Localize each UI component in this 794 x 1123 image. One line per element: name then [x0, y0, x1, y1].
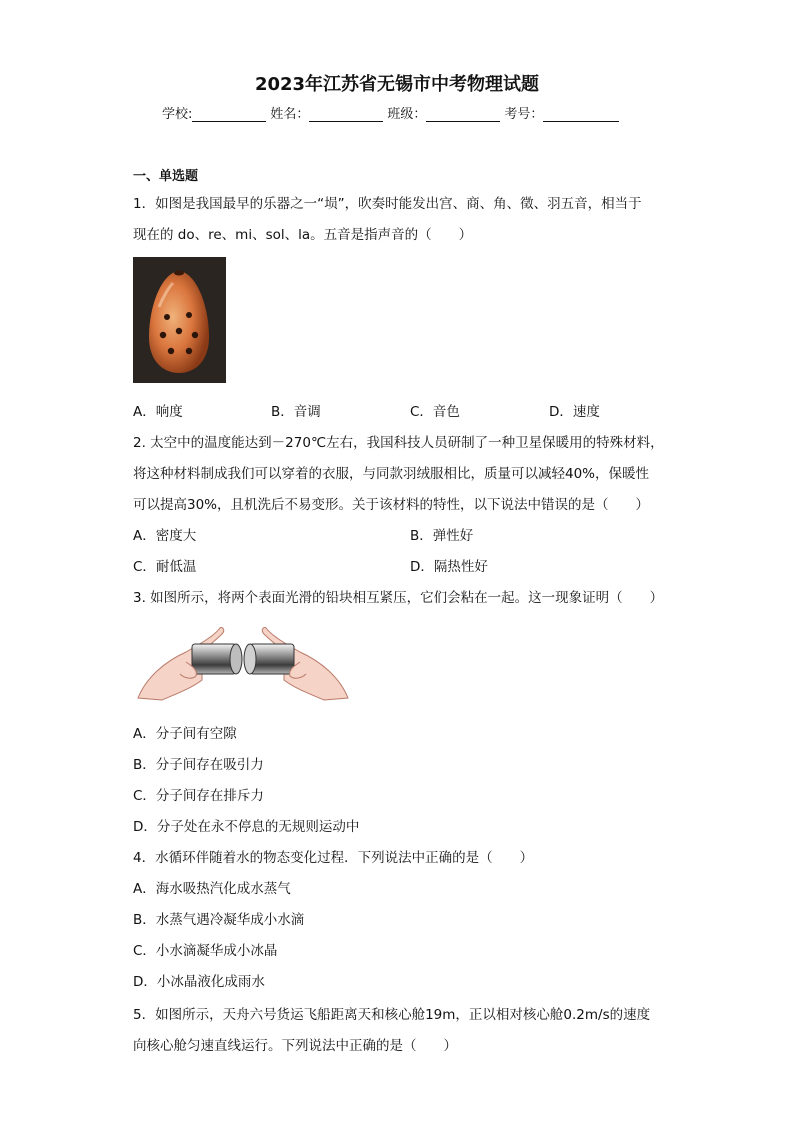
q2-line1: 2. 太空中的温度能达到－270℃左右，我国科技人员研制了一种卫星保暖用的特殊材料，: [133, 435, 664, 451]
q3-option-a: A．分子间有空隙: [133, 726, 237, 742]
lead-blocks-image: [136, 622, 350, 704]
class-blank[interactable]: [426, 107, 500, 122]
name-blank[interactable]: [309, 107, 383, 122]
q4-line1: 4．水循环伴随着水的物态变化过程．下列说法中正确的是（ ）: [133, 850, 534, 866]
q2-option-d: D．隔热性好: [410, 559, 488, 575]
q3-line1: 3. 如图所示，将两个表面光滑的铅块相互紧压，它们会粘在一起。这一现象证明（ ）: [133, 590, 664, 606]
q2-option-b: B．弹性好: [410, 528, 474, 544]
q1-line1: 1．如图是我国最早的乐器之一“埙”，吹奏时能发出宫、商、角、徵、羽五音，相当于: [133, 196, 642, 212]
section-heading: 一、单选题: [133, 169, 199, 184]
q1-option-b: B．音调: [271, 404, 321, 420]
xun-icon: [133, 257, 226, 383]
q2-line3: 可以提高30%，且机洗后不易变形。关于该材料的特性，以下说法中错误的是（ ）: [133, 497, 650, 513]
q2-option-c: C．耐低温: [133, 559, 197, 575]
school-blank[interactable]: [192, 107, 266, 122]
lead-blocks-icon: [136, 622, 350, 704]
q1-option-a: A．响度: [133, 404, 183, 420]
q4-option-d: D．小冰晶液化成雨水: [133, 974, 265, 990]
class-label: 班级：: [387, 107, 427, 122]
student-info-row: [162, 103, 623, 122]
q5-line1: 5．如图所示，天舟六号货运飞船距离天和核心舱19m，正以相对核心舱0.2m/s的速度: [133, 1007, 651, 1023]
q3-option-d: D．分子处在永不停息的无规则运动中: [133, 819, 360, 835]
q4-option-b: B．水蒸气遇冷凝华成小水滴: [133, 912, 305, 928]
page-title: 2023年江苏省无锡市中考物理试题: [254, 74, 540, 95]
q3-option-b: B．分子间存在吸引力: [133, 757, 264, 773]
q2-line2: 将这种材料制成我们可以穿着的衣服，与同款羽绒服相比，质量可以减轻40%，保暖性: [133, 466, 650, 482]
name-label: 姓名：: [270, 107, 310, 122]
q4-option-c: C．小水滴凝华成小冰晶: [133, 943, 278, 959]
xun-instrument-image: [133, 257, 226, 383]
q1-option-d: D．速度: [549, 404, 600, 420]
number-blank[interactable]: [543, 107, 619, 122]
q4-option-a: A．海水吸热汽化成水蒸气: [133, 881, 291, 897]
q3-option-c: C．分子间存在排斥力: [133, 788, 264, 804]
q2-option-a: A．密度大: [133, 528, 197, 544]
q1-line2: 现在的 do、re、mi、sol、la。五音是指声音的（ ）: [133, 227, 473, 243]
q5-line2: 向核心舱匀速直线运行。下列说法中正确的是（ ）: [133, 1038, 457, 1054]
school-label: 学校:: [162, 107, 193, 122]
q1-option-c: C．音色: [410, 404, 460, 420]
number-label: 考号：: [504, 107, 544, 122]
